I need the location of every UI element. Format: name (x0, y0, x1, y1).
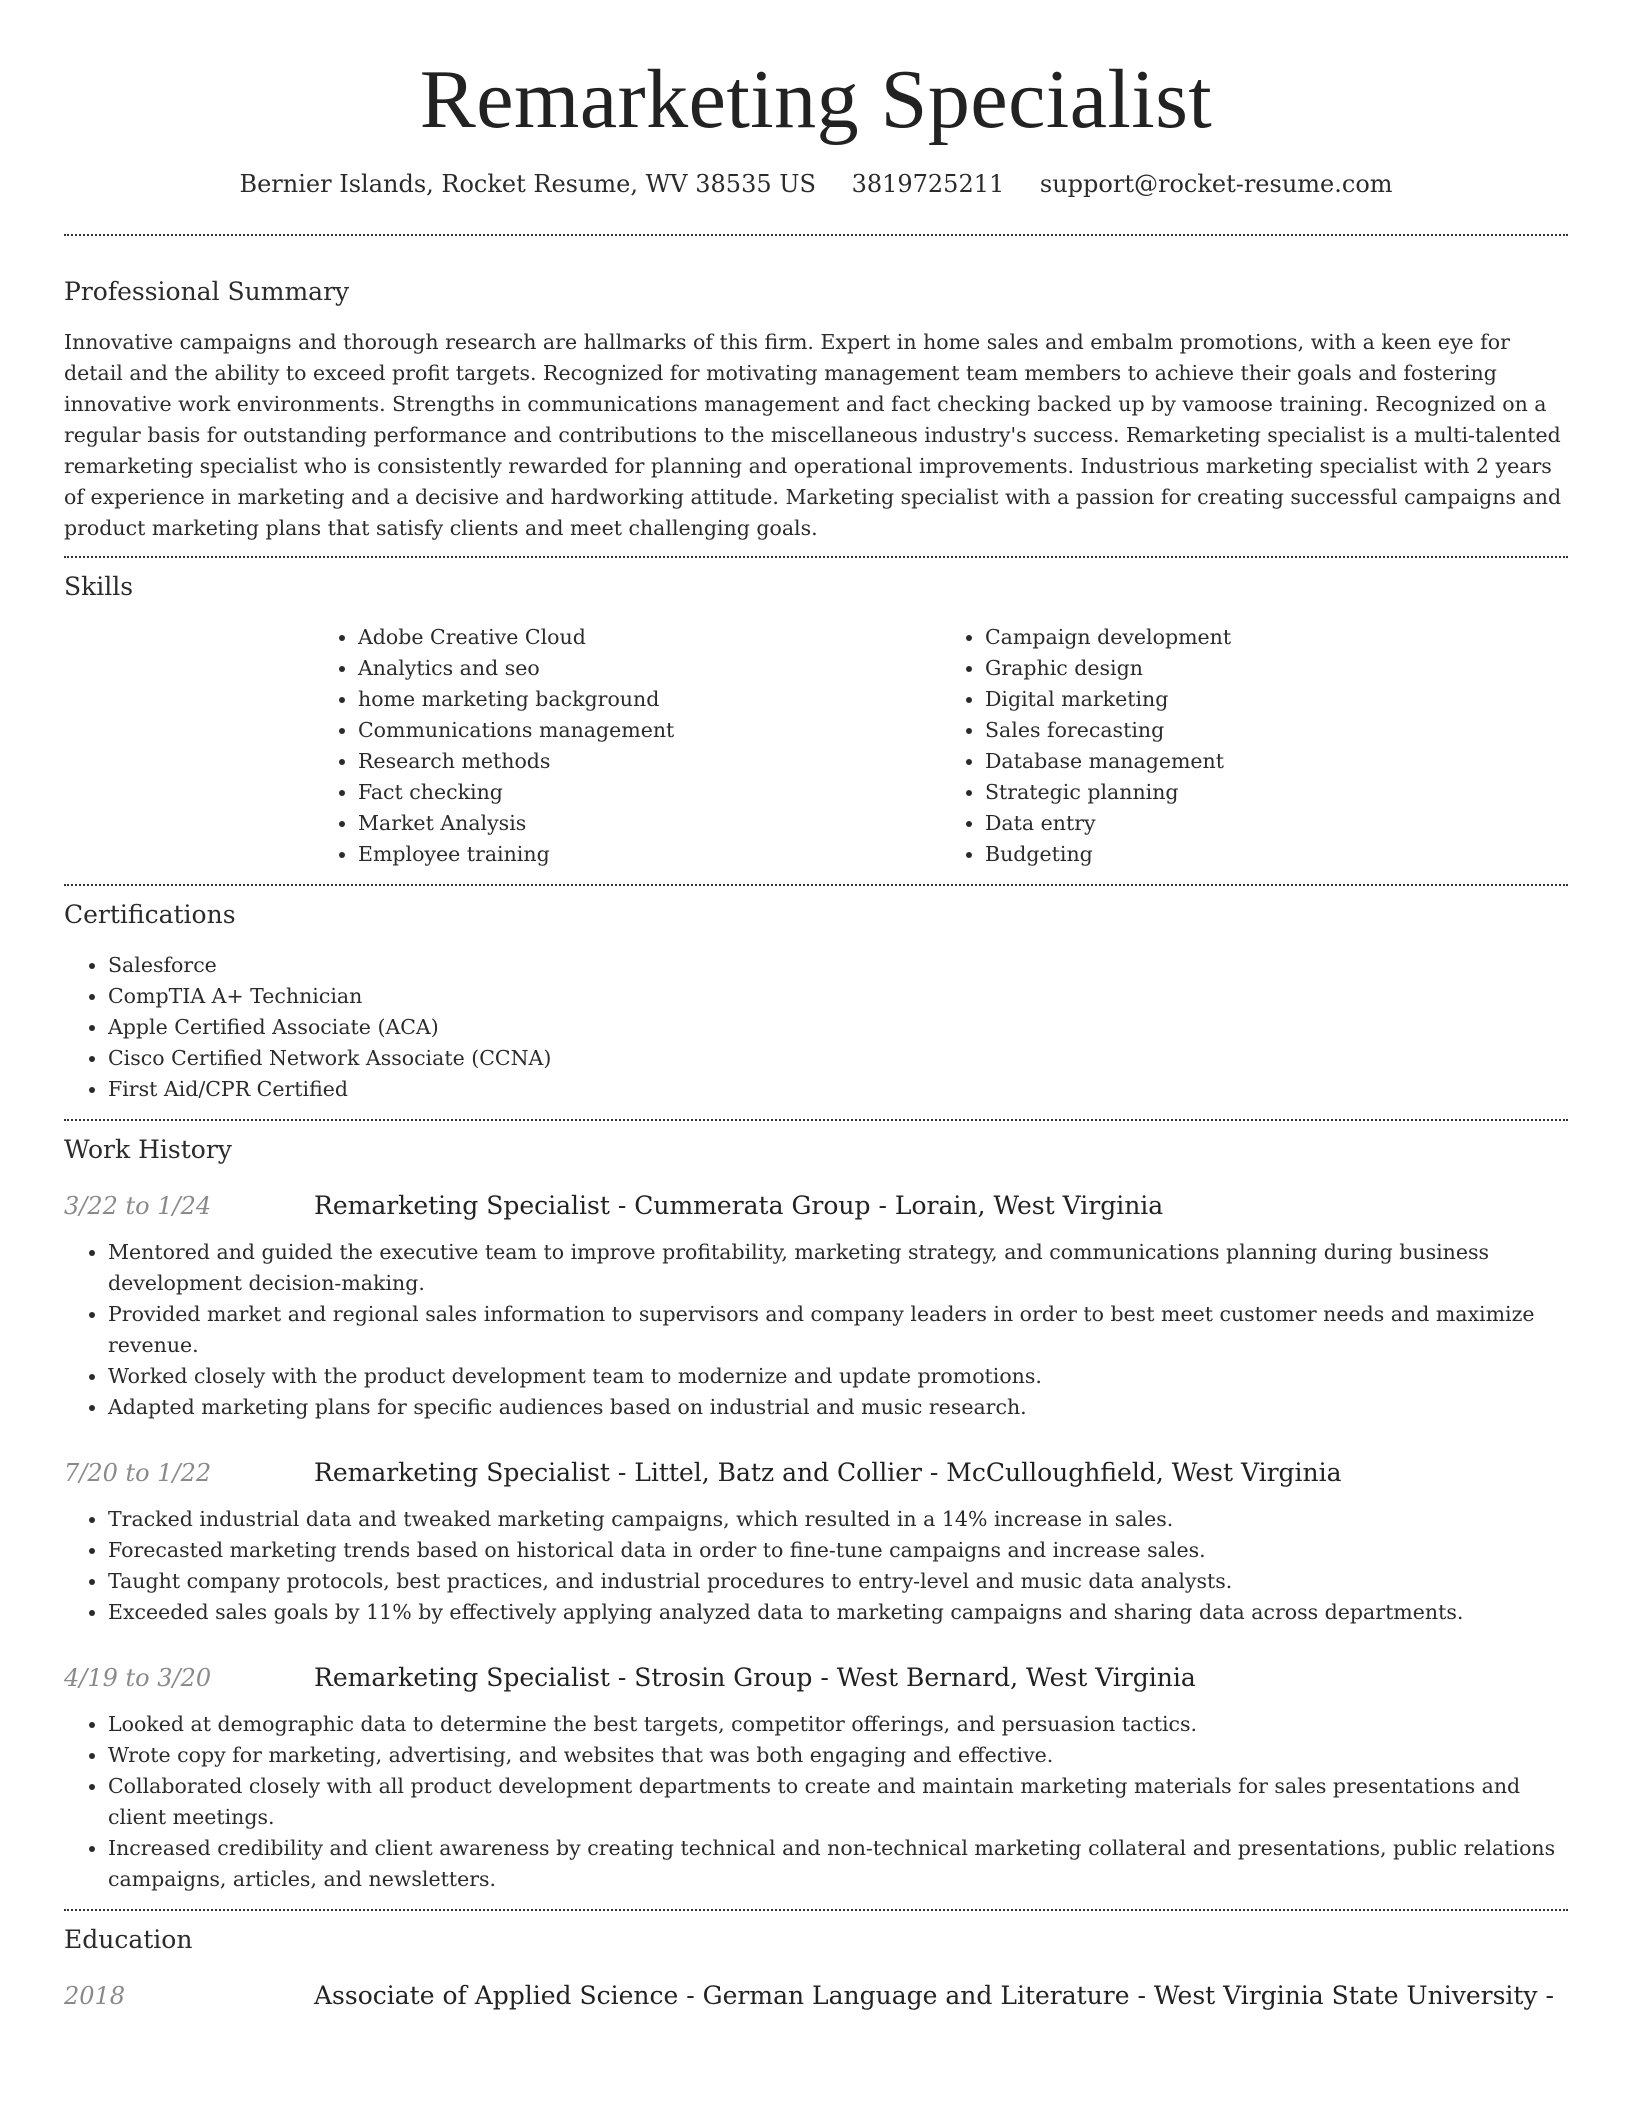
job-bullet: • Increased credibility and client awareness by creating technical and non-technical marketing collateral and presentations, public relations campaigns, articles, and newsletters. (108, 1833, 1568, 1895)
certification-item: • CompTIA A+ Technician (108, 981, 1568, 1012)
skill-item: • Analytics and seo (358, 653, 941, 684)
summary-text: Innovative campaigns and thorough research are hallmarks of this firm. Expert in home sales and embalm promotions, with a keen eye for detail and the ability to exceed profit targets. Recognized for motivating management team members to achieve their goals and fostering innovative work environments. Strengths in communications management and fact checking backed up by vamoose training. Recognized on a regular basis for outstanding performance and contributions to the miscellaneous industry's success. Remarketing specialist is a multi-talented remarketing specialist who is consistently rewarded for planning and operational improvements. Industrious marketing specialist with 2 years of experience in marketing and a decisive and hardworking attitude. Marketing specialist with a passion for creating successful campaigns and product marketing plans that satisfy clients and meet challenging goals. (64, 330, 1562, 540)
skills-title: Skills (64, 572, 134, 601)
education-year: 2018 (64, 1982, 126, 2010)
job-heading: Remarketing Specialist - Cummerata Group - Lorain, West Virginia (314, 1191, 1164, 1220)
contact-phone: 3819725211 (851, 170, 1005, 198)
candidate-name: Remarketing Specialist (419, 53, 1213, 146)
job-bullet: • Looked at demographic data to determine the best targets, competitor offerings, and persuasion tactics. (108, 1709, 1568, 1740)
skill-item: • Research methods (358, 746, 941, 777)
contact-address: Bernier Islands, Rocket Resume, WV 38535 US (239, 170, 816, 198)
skill-item: • Campaign development (985, 622, 1568, 653)
certifications-title: Certifications (64, 900, 236, 929)
job-bullet: • Mentored and guided the executive team to improve profitability, marketing strategy, and communications planning during business development decision-making. (108, 1237, 1568, 1299)
education-title: Education (64, 1925, 193, 1954)
skill-item: • Adobe Creative Cloud (358, 622, 941, 653)
certification-item: • Salesforce (108, 950, 1568, 981)
job-heading: Remarketing Specialist - Strosin Group - West Bernard, West Virginia (314, 1663, 1196, 1692)
certification-item: • Cisco Certified Network Associate (CCNA) (108, 1043, 1568, 1074)
job-entry (64, 1661, 1568, 1895)
job-bullet: • Exceeded sales goals by 11% by effectively applying analyzed data to marketing campaigns and sharing data across departments. (108, 1597, 1568, 1628)
job-bullets (64, 1237, 1568, 1423)
skill-item: • Database management (985, 746, 1568, 777)
skill-item: • Data entry (985, 808, 1568, 839)
skills-left-list (314, 622, 941, 870)
job-bullet: • Worked closely with the product development team to modernize and update promotions. (108, 1361, 1568, 1392)
job-bullet: • Adapted marketing plans for specific audiences based on industrial and music research. (108, 1392, 1568, 1423)
skill-item: • Strategic planning (985, 777, 1568, 808)
education-heading: Associate of Applied Science - German Language and Literature - West Virginia State University - (314, 1981, 1554, 2010)
skill-item: • Budgeting (985, 839, 1568, 870)
education-section (64, 1911, 1568, 2013)
job-header (64, 1456, 1568, 1490)
skill-item: • Sales forecasting (985, 715, 1568, 746)
skills-right-list (941, 622, 1568, 870)
summary-section (64, 236, 1568, 556)
contact-email: support@rocket-resume.com (1039, 170, 1393, 198)
job-bullet: • Taught company protocols, best practices, and industrial procedures to entry-level and music data analysts. (108, 1566, 1568, 1597)
contact-line (64, 168, 1568, 200)
skill-item: • home marketing background (358, 684, 941, 715)
job-bullet: • Forecasted marketing trends based on historical data in order to fine-tune campaigns and increase sales. (108, 1535, 1568, 1566)
job-bullet: • Collaborated closely with all product development departments to create and maintain marketing materials for sales presentations and client meetings. (108, 1771, 1568, 1833)
certifications-list (64, 950, 1568, 1105)
skill-item: • Employee training (358, 839, 941, 870)
skills-grid (314, 622, 1568, 870)
job-dates: 7/20 to 1/22 (64, 1459, 212, 1487)
job-bullets (64, 1709, 1568, 1895)
skills-section (64, 558, 1568, 884)
certification-item: • Apple Certified Associate (ACA) (108, 1012, 1568, 1043)
skill-item: • Communications management (358, 715, 941, 746)
summary-title: Professional Summary (64, 277, 350, 306)
job-bullet: • Wrote copy for marketing, advertising, and websites that was both engaging and effective. (108, 1740, 1568, 1771)
job-entry (64, 1456, 1568, 1628)
job-bullets (64, 1504, 1568, 1628)
job-entry (64, 1189, 1568, 1423)
certifications-section (64, 886, 1568, 1119)
skill-item: • Fact checking (358, 777, 941, 808)
skill-item: • Graphic design (985, 653, 1568, 684)
job-header (64, 1189, 1568, 1223)
job-bullet: • Provided market and regional sales information to supervisors and company leaders in order to best meet customer needs and maximize revenue. (108, 1299, 1568, 1361)
education-entry (64, 1979, 1568, 2013)
job-dates: 4/19 to 3/20 (64, 1664, 212, 1692)
work-history-section (64, 1121, 1568, 1909)
work-history-title: Work History (64, 1135, 232, 1164)
certification-item: • First Aid/CPR Certified (108, 1074, 1568, 1105)
job-bullet: • Tracked industrial data and tweaked marketing campaigns, which resulted in a 14% increase in sales. (108, 1504, 1568, 1535)
job-heading: Remarketing Specialist - Littel, Batz and Collier - McCulloughfield, West Virginia (314, 1458, 1342, 1487)
job-dates: 3/22 to 1/24 (64, 1192, 212, 1220)
resume-page (64, 0, 1568, 2013)
job-header (64, 1661, 1568, 1695)
skill-item: • Digital marketing (985, 684, 1568, 715)
skill-item: • Market Analysis (358, 808, 941, 839)
